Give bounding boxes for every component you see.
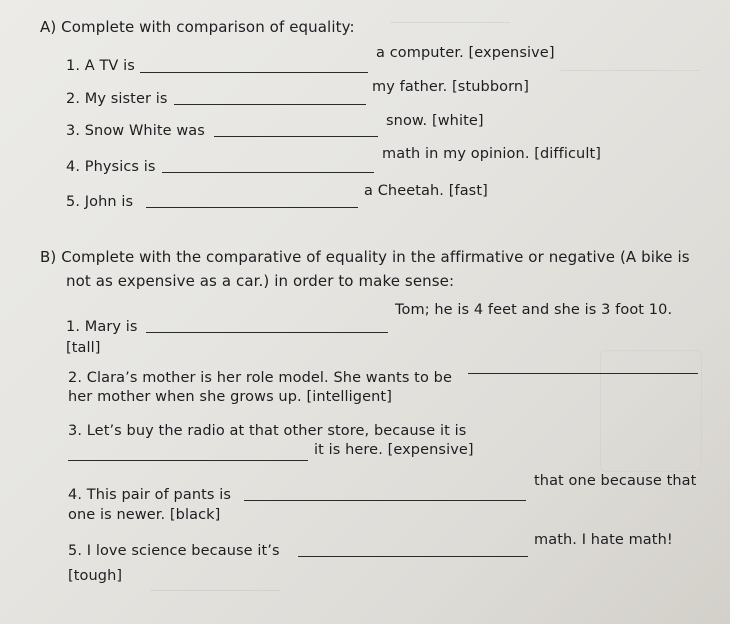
b-item-1-ending: Tom; he is 4 feet and she is 3 foot 10. (395, 302, 673, 318)
section-b-heading-line2: not as expensive as a car.) in order to make sense: (66, 272, 455, 290)
a-item-4-prompt: 4. Physics is (66, 159, 156, 175)
b-item-5-blank[interactable] (298, 556, 528, 557)
section-b-heading-line1: B) Complete with the comparative of equality in the affirmative or negative (A bike is (40, 248, 690, 266)
a-item-1-ending: a computer. [expensive] (376, 45, 555, 61)
bleed-through-mark (560, 60, 700, 71)
b-item-2-line1: 2. Clara’s mother is her role model. She wants to be (68, 370, 452, 386)
a-item-2-prompt: 2. My sister is (66, 91, 168, 107)
bleed-through-mark (150, 580, 280, 591)
b-item-1-hint: [tall] (66, 340, 101, 356)
a-item-2-blank[interactable] (174, 104, 366, 105)
b-item-5-prompt: 5. I love science because it’s (68, 543, 280, 559)
b-item-1-blank[interactable] (146, 332, 388, 333)
a-item-5-prompt: 5. John is (66, 194, 134, 210)
b-item-4-ending: that one because that (534, 473, 697, 489)
bleed-through-mark (600, 350, 702, 472)
b-item-2-blank[interactable] (468, 373, 698, 374)
b-item-3-ending: it is here. [expensive] (314, 442, 474, 458)
b-item-1-prompt: 1. Mary is (66, 319, 138, 335)
a-item-1-prompt: 1. A TV is (66, 58, 135, 74)
section-a-heading: A) Complete with comparison of equality: (40, 18, 355, 36)
bleed-through-mark (390, 12, 510, 23)
b-item-2-line2: her mother when she grows up. [intelligent] (68, 389, 392, 405)
a-item-2-ending: my father. [stubborn] (372, 79, 529, 95)
a-item-4-blank[interactable] (162, 172, 374, 173)
b-item-4-blank[interactable] (244, 500, 526, 501)
a-item-1-blank[interactable] (140, 72, 368, 73)
b-item-3-line1: 3. Let’s buy the radio at that other store, because it is (68, 423, 467, 439)
a-item-3-blank[interactable] (214, 136, 378, 137)
a-item-5-ending: a Cheetah. [fast] (364, 183, 488, 199)
b-item-3-blank[interactable] (68, 460, 308, 461)
b-item-4-line2: one is newer. [black] (68, 507, 221, 523)
a-item-3-ending: snow. [white] (386, 113, 484, 129)
b-item-5-hint: [tough] (68, 568, 123, 584)
a-item-5-blank[interactable] (146, 207, 358, 208)
b-item-4-prompt: 4. This pair of pants is (68, 487, 232, 503)
a-item-3-prompt: 3. Snow White was (66, 123, 205, 139)
a-item-4-ending: math in my opinion. [difficult] (382, 146, 601, 162)
b-item-5-ending: math. I hate math! (534, 532, 673, 548)
